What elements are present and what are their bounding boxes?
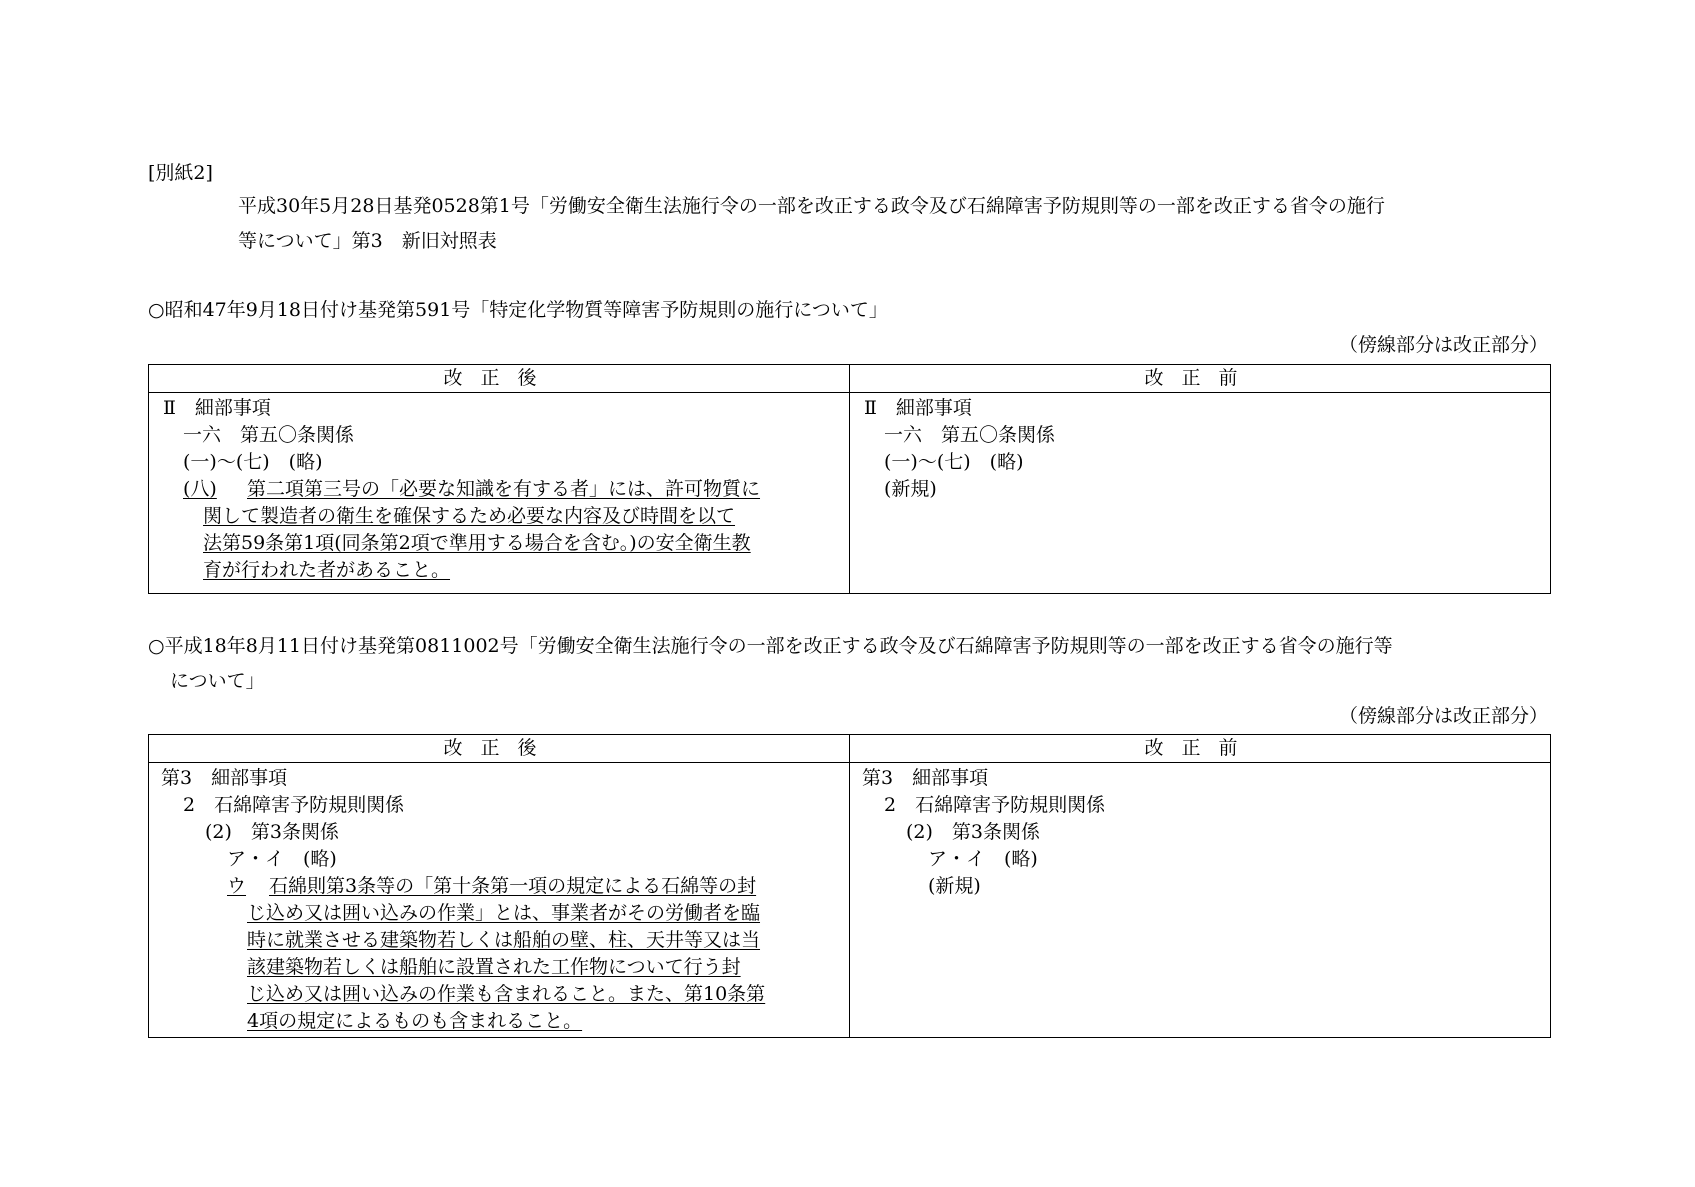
section2-before-line: 2 石綿障害予防規則関係 [884, 794, 1106, 816]
section1-before-line: Ⅱ 細部事項 [864, 397, 972, 419]
section1-heading: ○昭和47年9月18日付け基発第591号「特定化学物質等障害予防規則の施行について」 [148, 299, 888, 321]
section2-after-item-letter: ウ [227, 875, 247, 897]
section1-before-line: 一六 第五〇条関係 [884, 424, 1056, 446]
section2-after-line: 第3 細部事項 [161, 767, 288, 789]
notice-title-line-2: 等について」第3 新旧対照表 [238, 230, 497, 252]
section2-heading-line-2: について」 [170, 670, 265, 692]
section1-after-item-number: (八) [183, 478, 217, 500]
section2-after-line: じ込め又は囲い込みの作業も含まれること。また、第10条第 [247, 983, 766, 1005]
section2-before-line: (新規) [928, 875, 981, 897]
section2-after-line: 4項の規定によるものも含まれること。 [247, 1010, 583, 1032]
section2-after-line: ア・イ (略) [227, 848, 337, 870]
section1-before-line: (一)～(七) (略) [884, 451, 1024, 473]
notice-title-line-1: 平成30年5月28日基発0528第1号「労働安全衛生法施行令の一部を改正する政令及び石綿障害予防規則等の一部を改正する省令の施行 [238, 195, 1385, 217]
section1-after-line: (一)～(七) (略) [183, 451, 323, 473]
section2-heading-line-1: ○平成18年8月11日付け基発第0811002号「労働安全衛生法施行令の一部を改正する政令及び石綿障害予防規則等の一部を改正する省令の施行等 [148, 635, 1393, 657]
section2-before-line: ア・イ (略) [928, 848, 1038, 870]
section2-after-line: じ込め又は囲い込みの作業」とは、事業者がその労働者を臨 [247, 902, 761, 924]
attachment-label: [別紙2] [148, 162, 213, 184]
section1-after-line: 一六 第五〇条関係 [183, 424, 355, 446]
section1-note: （傍線部分は改正部分） [1338, 334, 1548, 356]
section1-after-line: 育が行われた者があること。 [203, 559, 451, 581]
section1-after-line: 関して製造者の衛生を確保するため必要な内容及び時間を以て [203, 505, 736, 527]
section1-after-line: 法第59条第1項(同条第2項で準用する場合を含む。)の安全衛生教 [203, 532, 751, 554]
section1-after-line: 第二項第三号の「必要な知識を有する者」には、許可物質に [247, 478, 761, 500]
section1-col-after-header: 改正後 [149, 365, 850, 393]
section2-before-line: 第3 細部事項 [862, 767, 989, 789]
section2-before-line: (2) 第3条関係 [906, 821, 1041, 843]
section1-col-before-header: 改正前 [850, 365, 1551, 393]
section1-before-line: (新規) [884, 478, 937, 500]
section2-col-after-header: 改正後 [149, 735, 850, 763]
section2-comparison-table [148, 734, 1551, 1038]
section2-after-line: (2) 第3条関係 [205, 821, 340, 843]
section2-col-before-header: 改正前 [850, 735, 1551, 763]
section2-after-line: 2 石綿障害予防規則関係 [183, 794, 405, 816]
section1-comparison-table [148, 364, 1551, 594]
section2-after-line: 該建築物若しくは船舶に設置された工作物について行う封 [247, 956, 741, 978]
section2-after-line: 石綿則第3条等の「第十条第一項の規定による石綿等の封 [269, 875, 757, 897]
section2-after-line: 時に就業させる建築物若しくは船舶の壁、柱、天井等又は当 [247, 929, 761, 951]
section1-after-line: Ⅱ 細部事項 [163, 397, 271, 419]
section2-note: （傍線部分は改正部分） [1338, 705, 1548, 727]
